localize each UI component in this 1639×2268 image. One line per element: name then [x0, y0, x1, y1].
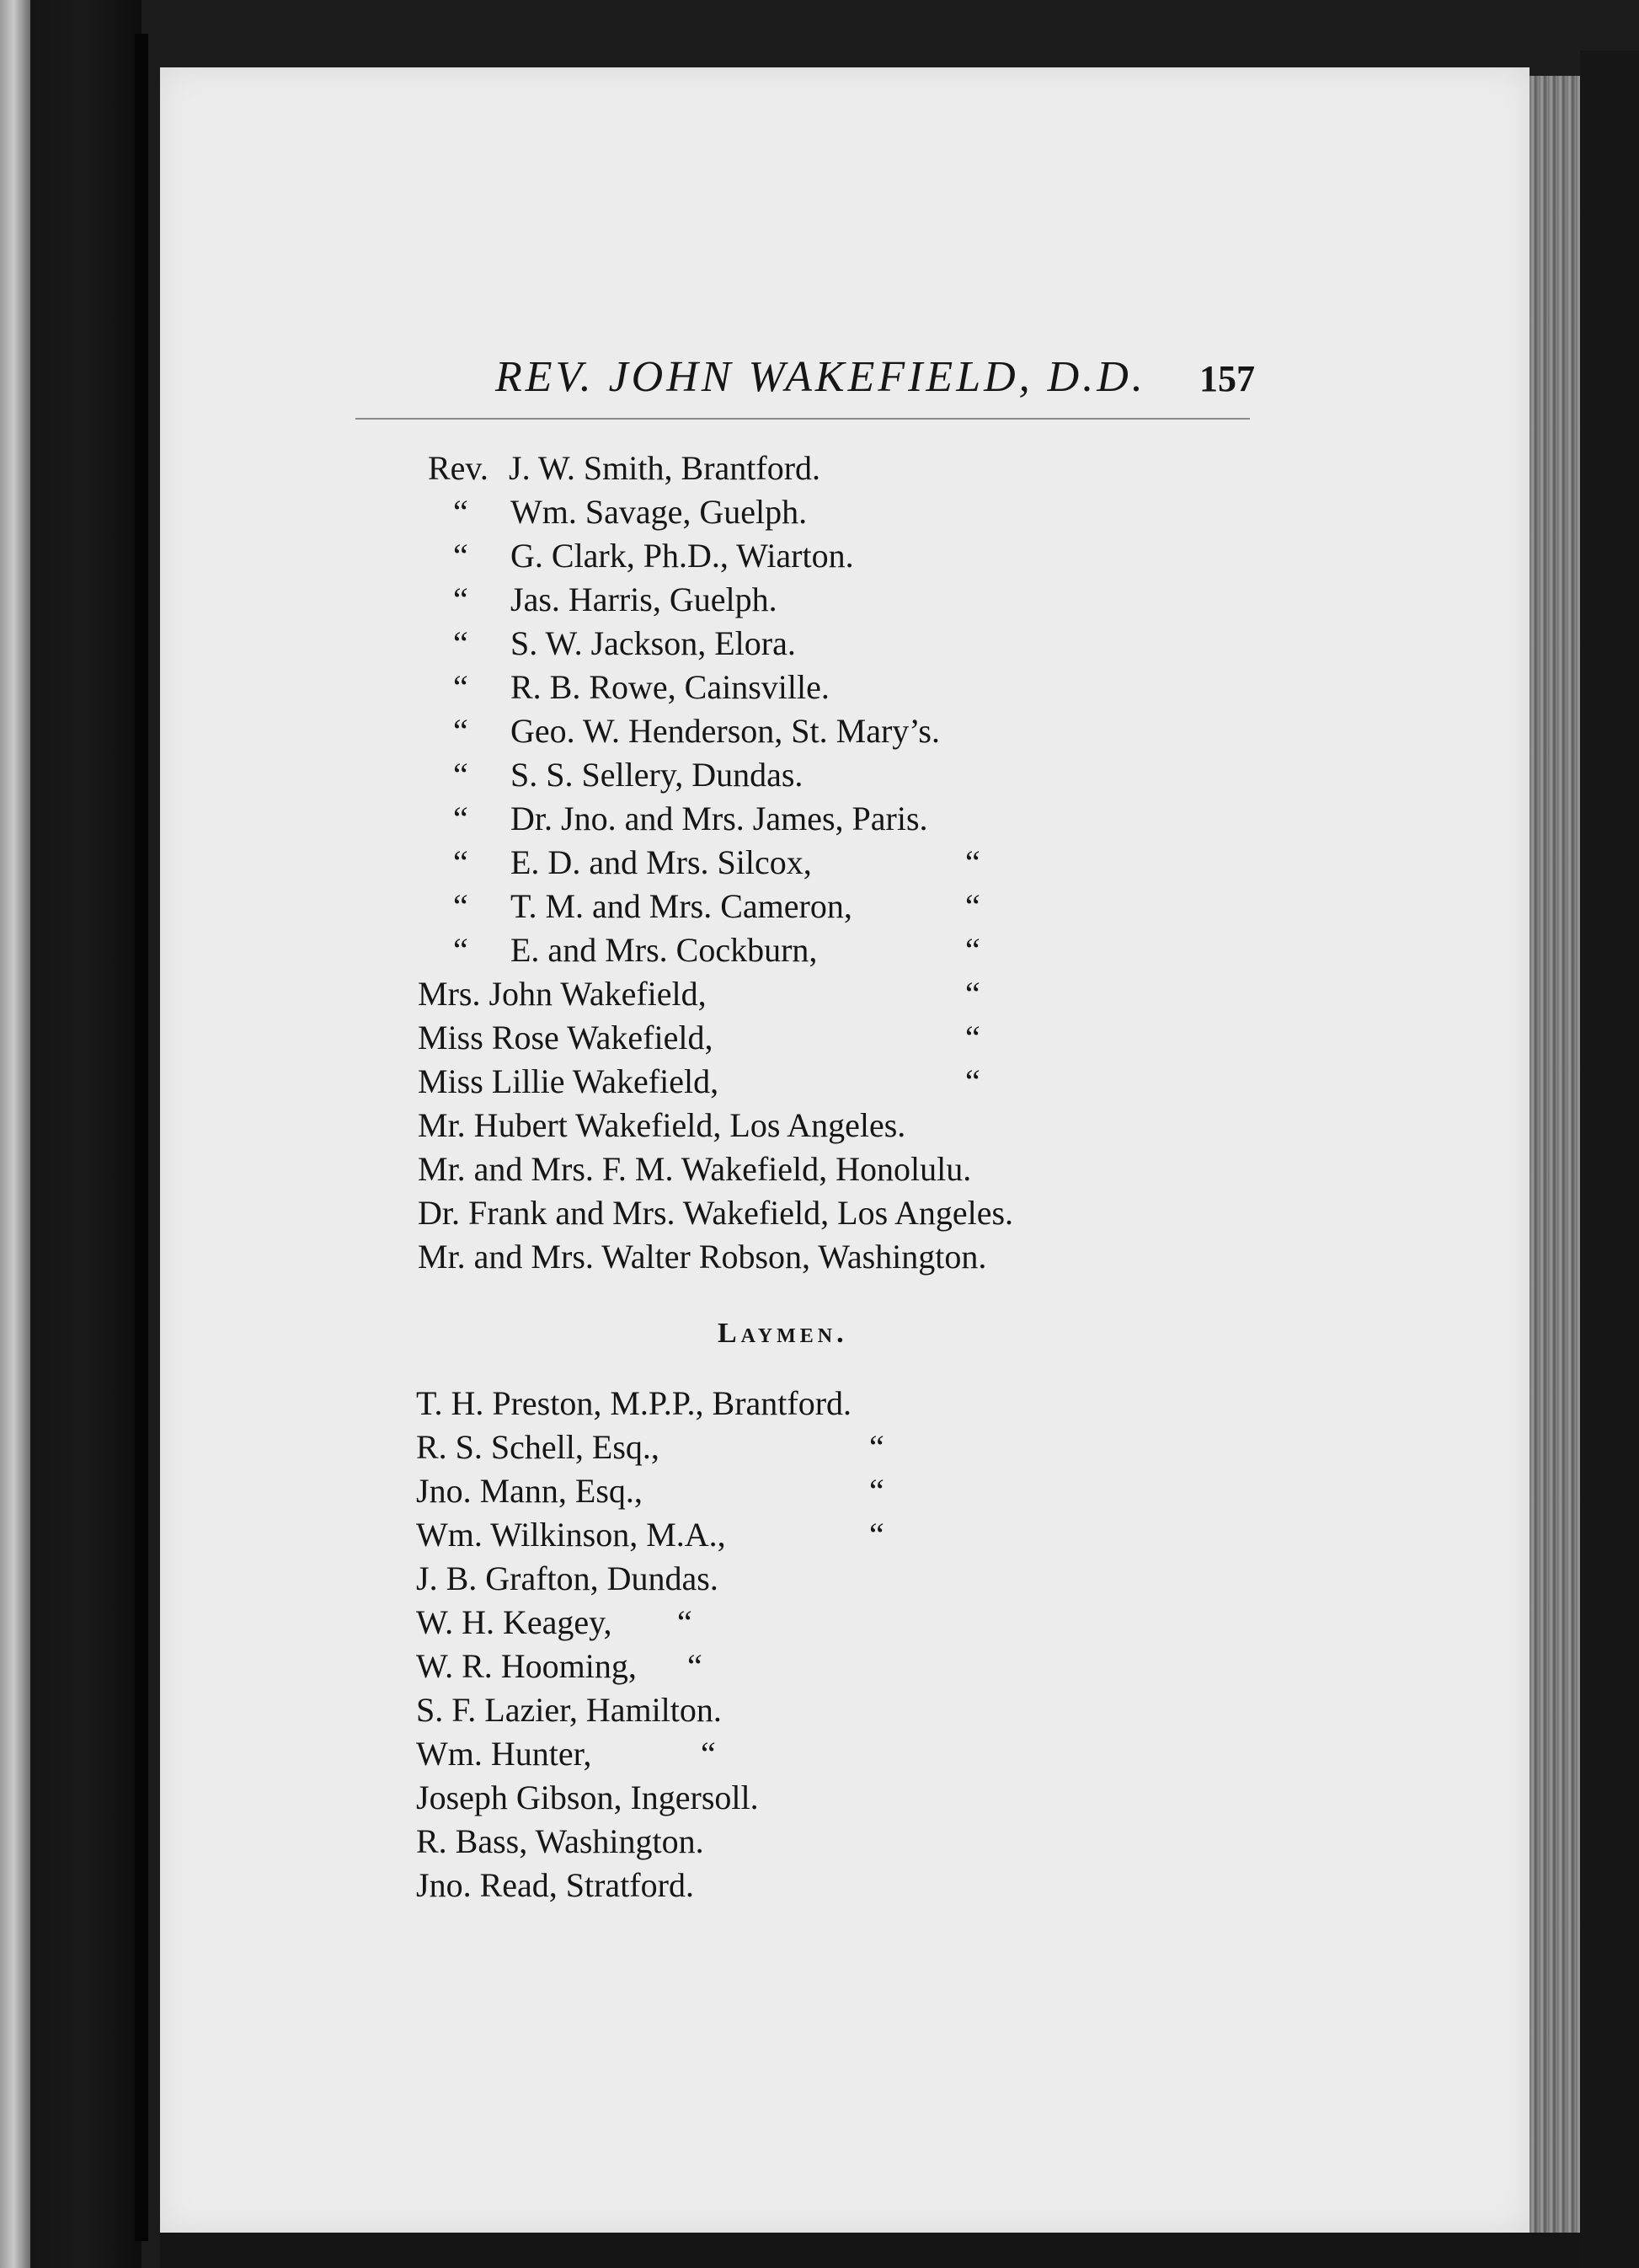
list-item [453, 666, 830, 709]
list-item [416, 1601, 692, 1645]
ditto-prefix: “ [453, 712, 468, 750]
list-item [416, 1776, 759, 1820]
entry-text: R. Bass, Washington. [416, 1822, 704, 1860]
list-item [416, 1382, 852, 1426]
entry-text: S. W. Jackson, Elora. [510, 624, 796, 662]
list-item [418, 1016, 980, 1060]
entry-text: J. B. Grafton, Dundas. [416, 1559, 718, 1597]
list-item [418, 972, 980, 1016]
entry-text: R. B. Rowe, Cainsville. [510, 668, 830, 706]
entry-text: Dr. Jno. and Mrs. James, Paris. [510, 800, 928, 837]
list-item [428, 447, 821, 490]
entry-text: G. Clark, Ph.D., Wiarton. [510, 537, 854, 575]
running-title: REV. JOHN WAKEFIELD, D.D. [495, 353, 1146, 401]
list-item [418, 1147, 971, 1191]
ditto-prefix: “ [453, 800, 468, 837]
list-item [416, 1645, 702, 1688]
entry-text: Dr. Frank and Mrs. Wakefield, Los Angeles. [418, 1194, 1014, 1232]
ditto-mark: “ [869, 1516, 884, 1554]
ditto-mark: “ [965, 887, 980, 925]
ditto-prefix: “ [453, 756, 468, 794]
ditto-mark: “ [869, 1472, 884, 1510]
list-item [453, 534, 854, 578]
list-item [418, 1104, 905, 1147]
entry-text: Mr. Hubert Wakefield, Los Angeles. [418, 1106, 906, 1144]
list-item [418, 1060, 980, 1104]
entry-text: Mr. and Mrs. F. M. Wakefield, Honolulu. [418, 1150, 972, 1188]
entry-text: Wm. Savage, Guelph. [510, 493, 808, 531]
ditto-prefix: “ [453, 580, 468, 618]
entry-text: Joseph Gibson, Ingersoll. [416, 1779, 759, 1816]
ditto-prefix: “ [453, 624, 468, 662]
ditto-mark: “ [965, 1062, 980, 1100]
ditto-mark: “ [677, 1603, 692, 1641]
ditto-mark: “ [701, 1735, 716, 1773]
entry-text: T. M. and Mrs. Cameron, [510, 887, 852, 925]
list-item [453, 928, 980, 972]
entry-text: Wm. Hunter, [416, 1735, 592, 1773]
entry-text: E. and Mrs. Cockburn, [510, 931, 818, 969]
list-item [453, 885, 980, 928]
entry-text: Miss Rose Wakefield, [418, 1019, 713, 1056]
entry-text: E. D. and Mrs. Silcox, [510, 843, 812, 881]
ditto-mark: “ [965, 1019, 980, 1056]
entry-text: Wm. Wilkinson, M.A., [416, 1516, 726, 1554]
entry-text: J. W. Smith, Brantford. [509, 449, 821, 487]
entry-text: S. F. Lazier, Hamilton. [416, 1691, 722, 1729]
entry-text: W. H. Keagey, [416, 1603, 612, 1641]
list-item [453, 797, 928, 841]
list-item [416, 1688, 722, 1732]
entry-text: Jas. Harris, Guelph. [510, 580, 777, 618]
list-item [453, 578, 777, 622]
ditto-prefix: “ [453, 887, 468, 925]
entry-text: Miss Lillie Wakefield, [418, 1062, 719, 1100]
list-item [453, 841, 980, 885]
entry-text: Mrs. John Wakefield, [418, 975, 707, 1013]
entry-text: Jno. Mann, Esq., [416, 1472, 643, 1510]
list-item [416, 1732, 716, 1776]
ditto-prefix: “ [453, 493, 468, 531]
list-item [416, 1513, 884, 1557]
list-item [453, 753, 803, 797]
ditto-mark: “ [869, 1428, 884, 1466]
list-item [416, 1426, 884, 1469]
list-item [416, 1557, 718, 1601]
entry-text: T. H. Preston, M.P.P., Brantford. [416, 1384, 852, 1422]
page-number: 157 [1199, 358, 1255, 399]
ditto-prefix: “ [453, 668, 468, 706]
entry-text: Jno. Read, Stratford. [416, 1866, 694, 1904]
ditto-mark: “ [687, 1647, 702, 1685]
list-item [453, 709, 940, 753]
entry-text: R. S. Schell, Esq., [416, 1428, 659, 1466]
list-item [453, 622, 796, 666]
ditto-mark: “ [965, 931, 980, 969]
entry-text: S. S. Sellery, Dundas. [510, 756, 803, 794]
ditto-mark: “ [965, 843, 980, 881]
ditto-prefix: “ [453, 843, 468, 881]
ditto-prefix: “ [453, 931, 468, 969]
entry-text: Mr. and Mrs. Walter Robson, Washington. [418, 1238, 987, 1276]
list-item [416, 1820, 704, 1864]
section-heading-laymen: Laymen. [718, 1318, 848, 1349]
list-item [416, 1864, 694, 1907]
list-item [453, 490, 808, 534]
list-item [416, 1469, 884, 1513]
list-item [418, 1235, 986, 1279]
ditto-prefix: “ [453, 537, 468, 575]
title-prefix: Rev. [428, 449, 488, 487]
ditto-mark: “ [965, 975, 980, 1013]
entry-text: Geo. W. Henderson, St. Mary’s. [510, 712, 940, 750]
list-item [418, 1191, 1013, 1235]
entry-text: W. R. Hooming, [416, 1647, 637, 1685]
